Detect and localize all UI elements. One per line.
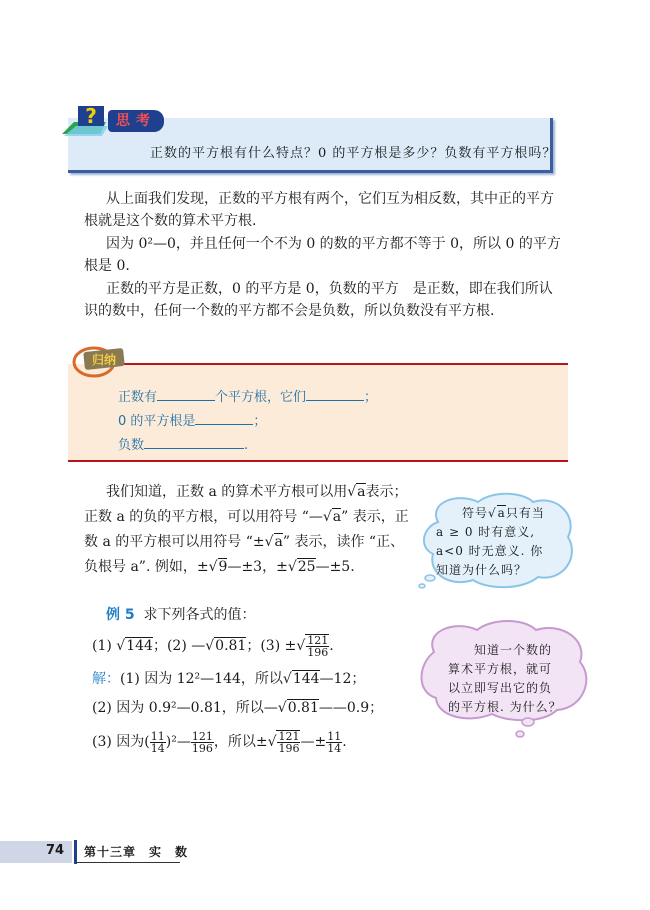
solution-line-1: 解：(1) 因为 12²—144，所以√144—12； [92,671,366,687]
summary-line-3: 负数 . [118,438,249,453]
paragraph-3-line-2: 识的数中，任何一个数的平方都不会是负数，所以负数没有平方根. [84,303,495,319]
notation-line-2: 正数 a 的负的平方根，可以用符号 “—√a” 表示，正 [84,509,409,525]
blank-zero-root[interactable] [195,412,253,425]
notation-line-4: 负根号 a”. 例如，±√9—±3，±√25—±5. [84,559,355,575]
summary-bottom-rule [68,460,568,462]
solution-line-2: (2) 因为 0.9²—0.81，所以—√0.81——0.9； [92,700,384,716]
summary-line-2: 0 的平方根是 ； [118,414,267,429]
cloud-purple-line-4: 的平方根. 为什么？ [448,700,562,714]
example-label: 例 5 [106,607,135,623]
question-mark-icon [60,104,110,138]
notation-line-1: 我们知道，正数 a 的算术平方根可以用√a表示； [106,484,408,500]
svg-text:归纳: 归纳 [91,353,117,367]
paragraph-3-line-1: 正数的平方是正数，0 的平方是 0，负数的平方 是正数，即在我们所认 [106,281,553,297]
chapter-title: 第十三章 实 数 [84,845,189,859]
think-question: 正数的平方根有什么特点？0 的平方根是多少？负数有平方根吗？ [150,146,557,161]
think-tag: 思考 [108,110,164,132]
solution-label: 解： [92,671,120,687]
paragraph-2-line-2: 根是 0. [84,258,130,274]
blank-relation[interactable] [306,388,364,401]
cloud-purple-line-3: 以立即写出它的负 [448,681,553,695]
example-heading: 例 5 求下列各式的值： [106,607,256,623]
chapter-underline [76,862,180,863]
solution-line-3: (3) 因为( $\frac{11}{14}$ )²— $\frac{121}{196}$ ，所以±√ $\frac{121}{196}$ —± $\frac{11}{14}$ . [92,729,347,755]
cloud-blue-line-1: 符号√a只有当 [462,506,545,520]
blank-negative[interactable] [144,436,244,449]
paragraph-1-line-1: 从上面我们发现，正数的平方根有两个，它们互为相反数，其中正的平方 [106,191,554,207]
notation-line-3: 数 a 的平方根可以用符号 “±√a” 表示，读作 “正、 [84,534,405,550]
cloud-blue-line-3: a<0 时无意义. 你 [436,544,544,558]
blank-count[interactable] [157,388,215,401]
summary-line-1: 正数有 个平方根，它们 ； [118,390,378,405]
example-questions: (1) √144；(2) —√0.81；(3) ±√ $\frac{121}{196}$ . [92,634,334,659]
cloud-blue-line-4: 知道为什么吗？ [436,563,528,577]
footer-divider [74,840,77,864]
summary-top-rule [124,363,568,365]
cloud-blue-line-2: a ≥ 0 时有意义, [436,525,536,539]
cloud-purple-line-2: 算术平方根，就可 [448,662,553,676]
page-number: 74 [46,843,65,858]
paragraph-2-line-1: 因为 0²—0，并且任何一个不为 0 的数的平方都不等于 0，所以 0 的平方 [106,236,561,252]
paragraph-1-line-2: 根就是这个数的算术平方根. [84,213,257,229]
svg-text:?: ? [85,104,97,128]
summary-badge-icon [70,342,130,378]
cloud-purple-line-1: 知道一个数的 [474,643,553,657]
